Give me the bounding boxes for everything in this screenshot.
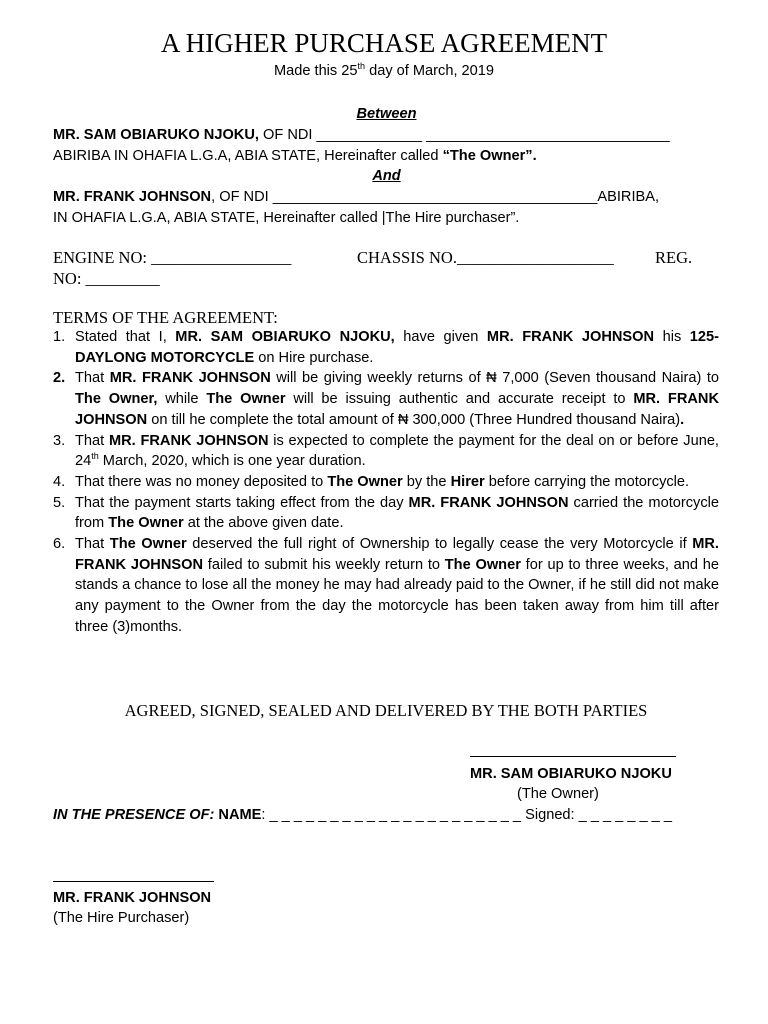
term-item	[53, 431, 719, 472]
presence-name-line: : _ _ _ _ _ _ _ _ _ _ _ _ _ _ _ _ _ _ _ _ _ Signed: _ _ _ _ _ _ _ _	[261, 807, 672, 823]
term-number: 1.	[53, 329, 66, 345]
term-bold: The Owner	[327, 473, 403, 490]
engine-no: ENGINE NO: _________________	[53, 248, 292, 267]
term-number: 6.	[53, 536, 66, 553]
term-text: That	[75, 432, 109, 449]
term-bold: The Owner	[109, 536, 187, 553]
witness-line	[53, 805, 672, 826]
hirer-signature-name: MR. FRANK JOHNSON	[53, 890, 212, 906]
terms-heading: TERMS OF THE AGREEMENT:	[53, 308, 278, 327]
term-bold: 125-DAYLONG MOTORCYCLE	[75, 329, 720, 366]
party2-line1	[53, 187, 659, 208]
term-bold: MR. FRANK JOHNSON	[109, 370, 271, 387]
term-bold: The Owner	[444, 556, 521, 573]
party1-of: OF NDI _____________ ______________________________	[258, 127, 670, 143]
date-line-suffix: day of March, 2019	[365, 63, 495, 79]
date-line-sup: th	[357, 61, 366, 72]
term-text: will be giving weekly returns of ₦ 7,000 (Seven thousand Naira) to	[270, 370, 719, 387]
term-bold: MR. FRANK JOHNSON	[75, 536, 719, 573]
term-bold: MR. FRANK JOHNSON	[75, 391, 719, 428]
term-text: failed to submit his weekly return to	[203, 556, 445, 573]
party1-name: MR. SAM OBIARUKO NJOKU,	[53, 127, 259, 143]
term-number: 3.	[53, 432, 66, 449]
term-text: on Hire purchase.	[254, 349, 374, 366]
reg-label: REG.	[655, 248, 693, 267]
party1-called: “The Owner”.	[442, 148, 537, 164]
party2-line2: IN OHAFIA L.G.A, ABIA STATE, Hereinafter called |The Hire purchaser”.	[53, 210, 520, 226]
party2-of: , OF NDI ________________________________________ABIRIBA,	[211, 189, 660, 205]
term-text: March, 2020, which is one year duration.	[98, 453, 366, 470]
term-text: his	[654, 329, 690, 345]
and-label: And	[372, 168, 401, 184]
chassis-no: CHASSIS NO.___________________	[357, 248, 614, 267]
term-text: That	[75, 370, 110, 387]
presence-name-label: NAME	[218, 807, 262, 823]
term-item	[53, 472, 719, 493]
term-text: That there was no money deposited to	[75, 473, 328, 490]
owner-signature-role: (The Owner)	[517, 786, 599, 802]
presence-label: IN THE PRESENCE OF:	[53, 807, 215, 823]
term-bold: The Owner	[108, 515, 184, 532]
term-bold: The Owner,	[75, 391, 158, 408]
term-text: is expected to complete the payment for the deal on or before June, 24	[75, 432, 719, 470]
party1-address: ABIRIBA IN OHAFIA L.G.A, ABIA STATE, Hereinafter called	[53, 148, 443, 164]
reg-no: NO: _________	[53, 269, 160, 288]
agreed-statement: AGREED, SIGNED, SEALED AND DELIVERED BY THE BOTH PARTIES	[124, 701, 648, 720]
term-text: while	[157, 391, 207, 408]
term-text: have given	[394, 329, 487, 345]
term-item	[53, 368, 719, 430]
date-line-prefix: Made this 25	[273, 63, 358, 79]
term-text: Stated that I,	[75, 329, 176, 345]
term-item	[53, 534, 719, 638]
term-item	[53, 493, 719, 534]
term-text: That the payment starts taking effect from the day	[75, 494, 409, 511]
term-bold: Hirer	[450, 473, 485, 490]
term-number: 5.	[53, 494, 66, 511]
party1-line1	[53, 125, 670, 146]
term-text: That	[75, 536, 110, 553]
term-item	[53, 327, 719, 368]
term-text: will be issuing authentic and accurate receipt to	[285, 391, 634, 408]
term-number: 4.	[53, 473, 66, 490]
term-text: deserved the full right of Ownership to legally cease the very Motorcycle if	[186, 536, 693, 553]
party2-name: MR. FRANK JOHNSON	[53, 189, 212, 205]
term-sup: th	[91, 451, 99, 462]
term-text: by the	[402, 473, 451, 490]
term-text: at the above given date.	[183, 515, 344, 532]
date-line	[0, 61, 768, 82]
owner-signature-line	[470, 756, 676, 757]
between-label: Between	[356, 106, 417, 122]
owner-signature-name: MR. SAM OBIARUKO NJOKU	[470, 766, 672, 782]
hirer-signature-line	[53, 881, 214, 882]
term-bold: MR. FRANK JOHNSON	[408, 494, 569, 511]
term-text: carried the motorcycle from	[75, 494, 719, 532]
terms-list	[53, 327, 719, 638]
hirer-signature-role: (The Hire Purchaser)	[53, 910, 190, 926]
term-bold: MR. FRANK JOHNSON	[486, 329, 655, 345]
term-text: on till he complete the total amount of ₦ 300,000 (Three Hundred thousand Naira)	[147, 411, 681, 428]
term-bold: The Owner	[206, 391, 286, 408]
term-bold: MR. FRANK JOHNSON	[108, 432, 269, 449]
term-text: for up to three weeks, and he stands a chance to lose all the money he may had already paid to the Owner, if he still did not make any payment to the Owner from the day the motorcycle has been taken away from him till after three (3)months.	[75, 556, 719, 635]
term-bold: .	[680, 411, 685, 428]
term-text: before carrying the motorcycle.	[484, 473, 690, 490]
term-number: 2.	[53, 370, 66, 387]
document-title: A HIGHER PURCHASE AGREEMENT	[160, 28, 608, 58]
term-bold: MR. SAM OBIARUKO NJOKU,	[175, 329, 395, 345]
party1-line2	[53, 146, 537, 167]
